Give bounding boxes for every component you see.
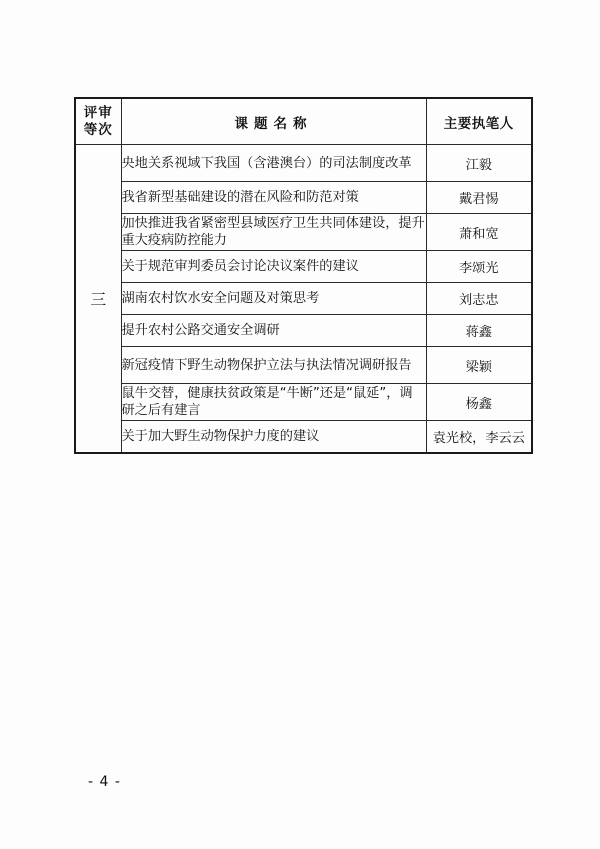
award-table <box>74 97 533 454</box>
header-review-level-line2: 等次 <box>83 121 113 138</box>
header-review-level <box>75 98 121 145</box>
table-row <box>75 182 532 214</box>
topic-author: 蒋鑫 <box>426 315 532 347</box>
table-row <box>75 347 532 384</box>
topic-author: 江毅 <box>426 145 532 182</box>
header-review-level-line1: 评审 <box>83 104 113 121</box>
topic-author: 刘志忠 <box>426 283 532 315</box>
topic-title: 加快推进我省紧密型县域医疗卫生共同体建设，提升重大疫病防控能力 <box>121 214 426 251</box>
topic-title: 关于规范审判委员会讨论决议案件的建议 <box>121 251 426 283</box>
topic-author: 梁颖 <box>426 347 532 384</box>
topic-title: 提升农村公路交通安全调研 <box>121 315 426 347</box>
table-header-row <box>75 98 532 145</box>
table-row <box>75 421 532 454</box>
table-row <box>75 145 532 182</box>
header-main-author: 主要执笔人 <box>426 98 532 145</box>
topic-author: 李颂光 <box>426 251 532 283</box>
topic-author: 袁光校，李云云 <box>426 421 532 454</box>
topic-author: 杨鑫 <box>426 384 532 421</box>
page-number: - 4 - <box>88 774 121 790</box>
topic-title: 关于加大野生动物保护力度的建议 <box>121 421 426 454</box>
table-row <box>75 283 532 315</box>
table-row <box>75 384 532 421</box>
topic-title: 我省新型基础建设的潜在风险和防范对策 <box>121 182 426 214</box>
header-topic-name: 课题名称 <box>121 98 426 145</box>
topic-author: 萧和宽 <box>426 214 532 251</box>
topic-title: 新冠疫情下野生动物保护立法与执法情况调研报告 <box>121 347 426 384</box>
table-row <box>75 315 532 347</box>
table-row <box>75 251 532 283</box>
table-row <box>75 214 532 251</box>
topic-title: 湖南农村饮水安全问题及对策思考 <box>121 283 426 315</box>
topic-title: 央地关系视域下我国（含港澳台）的司法制度改革 <box>121 145 426 182</box>
topic-title: 鼠牛交替，健康扶贫政策是“牛断”还是“鼠延”，调研之后有建言 <box>121 384 426 421</box>
review-level-cell: 三 <box>75 145 121 454</box>
topic-author: 戴君惕 <box>426 182 532 214</box>
